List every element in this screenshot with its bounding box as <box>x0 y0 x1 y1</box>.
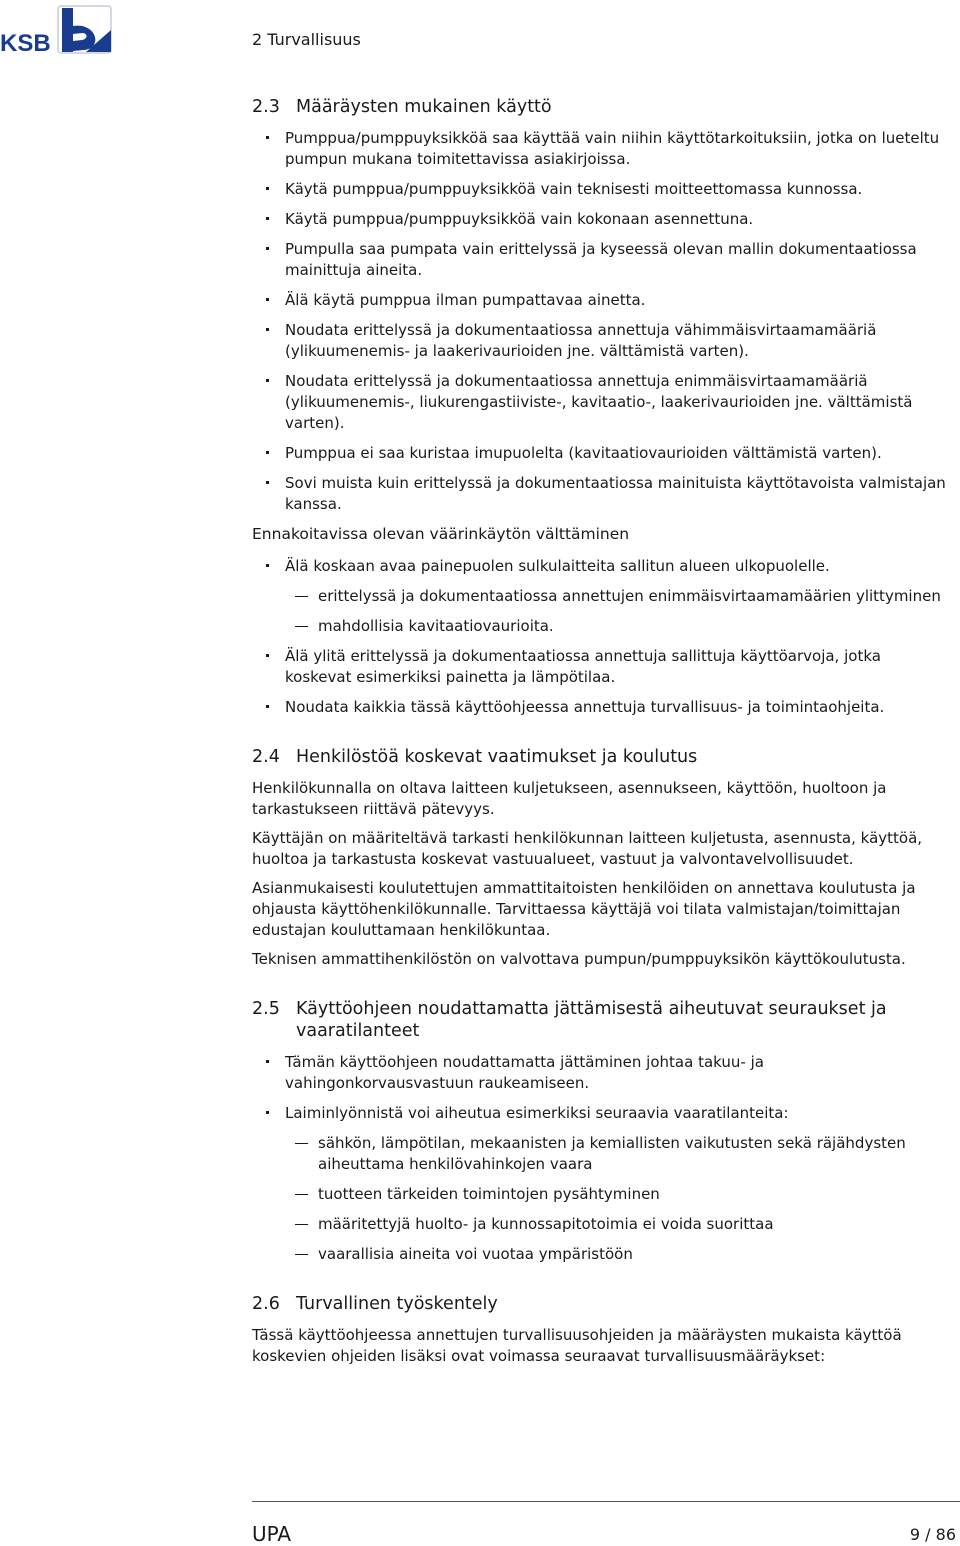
list-item-text: Älä koskaan avaa painepuolen sulkulaitteita sallitun alueen ulkopuolelle. <box>285 557 830 575</box>
dash-item: vaarallisia aineita voi vuotaa ympäristöön <box>285 1244 952 1265</box>
dash-item: mahdollisia kavitaatiovaurioita. <box>285 616 952 637</box>
paragraph: Tässä käyttöohjeessa annettujen turvallisuusohjeiden ja määräysten mukaista käyttöä koskevien ohjeiden lisäksi ovat voimassa seuraavat turvallisuusmääräykset: <box>252 1326 902 1365</box>
dash-item: erittelyssä ja dokumentaatiossa annettujen enimmäisvirtaamamäärien ylittyminen <box>285 586 952 607</box>
footer-doc-name: UPA <box>252 1522 292 1546</box>
list-item: Älä käytä pumppua ilman pumpattavaa ainetta. <box>252 290 952 311</box>
paragraph: Asianmukaisesti koulutettujen ammattitaitoisten henkilöiden on annettava koulutusta ja ohjausta käyttöhenkilökunnalle. Tarvittaessa käyttäjä voi tilata valmistajan/toimittajan edustajan kouluttamaan henkilökuntaa. <box>252 879 916 939</box>
list-item: Tämän käyttöohjeen noudattamatta jättäminen johtaa takuu- ja vahingonkorvausvastuun raukeamiseen. <box>252 1052 952 1094</box>
section-title: Käyttöohjeen noudattamatta jättämisestä aiheutuvat seuraukset ja vaaratilanteet <box>296 999 887 1041</box>
section-number: 2.3 <box>252 97 280 117</box>
section-2-4 <box>252 746 952 970</box>
page-number: 9 / 86 <box>909 1525 956 1544</box>
section-title: Määräysten mukainen käyttö <box>296 97 552 117</box>
list-item: Pumppua ei saa kuristaa imupuolelta (kavitaatiovaurioiden välttämistä varten). <box>252 443 952 464</box>
list-item: Käytä pumppua/pumppuyksikköä vain teknisesti moitteettomassa kunnossa. <box>252 179 952 200</box>
section-number: 2.4 <box>252 747 280 767</box>
section-heading <box>252 746 952 768</box>
dash-item: määritettyjä huolto- ja kunnossapitotoimia ei voida suorittaa <box>285 1214 952 1235</box>
section-heading <box>252 998 952 1042</box>
section-heading <box>252 1293 952 1315</box>
dash-list <box>285 1133 952 1265</box>
section-title: Henkilöstöä koskevat vaatimukset ja koulutus <box>296 747 698 767</box>
section-heading <box>252 96 952 118</box>
page-content <box>252 96 952 1395</box>
list-item: Pumppua/pumppuyksikköä saa käyttää vain niihin käyttötarkoituksiin, jotka on lueteltu pumpun mukana toimitettavissa asiakirjoissa. <box>252 128 952 170</box>
logo-text: KSB <box>0 30 51 56</box>
section-2-6 <box>252 1293 952 1367</box>
list-item: Noudata kaikkia tässä käyttöohjeessa annettuja turvallisuus- ja toimintaohjeita. <box>252 697 952 718</box>
footer-divider <box>252 1501 960 1502</box>
section-2-3 <box>252 96 952 718</box>
list-item: Noudata erittelyssä ja dokumentaatiossa annettuja enimmäisvirtaamamääriä (ylikuumenemis-, liukurengastiiviste-, kavitaatio-, laakerivaurioiden jne. välttämistä varten). <box>252 371 952 434</box>
ksb-logo <box>0 4 115 56</box>
dash-item: sähkön, lämpötilan, mekaanisten ja kemiallisten vaikutusten sekä räjähdysten aiheuttama henkilövahinkojen vaara <box>285 1133 952 1175</box>
list-item <box>252 556 952 637</box>
subsection-title: Ennakoitavissa olevan väärinkäytön välttäminen <box>252 525 630 543</box>
section-title: Turvallinen työskentely <box>296 1294 498 1314</box>
paragraph: Teknisen ammattihenkilöstön on valvottava pumpun/pumppuyksikön käyttökoulutusta. <box>252 950 906 968</box>
list-item: Pumpulla saa pumpata vain erittelyssä ja kyseessä olevan mallin dokumentaatiossa mainittuja aineita. <box>252 239 952 281</box>
paragraph: Käyttäjän on määriteltävä tarkasti henkilökunnan laitteen kuljetusta, asennusta, käyttöä, huoltoa ja tarkastusta koskevat vastuualueet, vastuut ja valvontavelvollisuudet. <box>252 829 923 868</box>
list-item: Älä ylitä erittelyssä ja dokumentaatiossa annettuja sallittuja käyttöarvoja, jotka koskevat esimerkiksi painetta ja lämpötilaa. <box>252 646 952 688</box>
section-number: 2.6 <box>252 1294 280 1314</box>
list-item: Käytä pumppua/pumppuyksikköä vain kokonaan asennettuna. <box>252 209 952 230</box>
list-item-text: Laiminlyönnistä voi aiheutua esimerkiksi seuraavia vaaratilanteita: <box>285 1104 789 1122</box>
consequence-list <box>252 1052 952 1265</box>
list-item <box>252 1103 952 1265</box>
section-2-5 <box>252 998 952 1265</box>
list-item: Noudata erittelyssä ja dokumentaatiossa annettuja vähimmäisvirtaamamääriä (ylikuumenemis- ja laakerivaurioiden jne. välttämistä varten). <box>252 320 952 362</box>
list-item: Sovi muista kuin erittelyssä ja dokumentaatiossa mainituista käyttötavoista valmistajan kanssa. <box>252 473 952 515</box>
dash-item: tuotteen tärkeiden toimintojen pysähtyminen <box>285 1184 952 1205</box>
chapter-title: 2 Turvallisuus <box>252 30 361 49</box>
usage-list <box>252 128 952 515</box>
section-number: 2.5 <box>252 999 280 1019</box>
dash-list <box>285 586 952 637</box>
misuse-list <box>252 556 952 718</box>
paragraph: Henkilökunnalla on oltava laitteen kuljetukseen, asennukseen, käyttöön, huoltoon ja tarkastukseen riittävä pätevyys. <box>252 779 887 818</box>
